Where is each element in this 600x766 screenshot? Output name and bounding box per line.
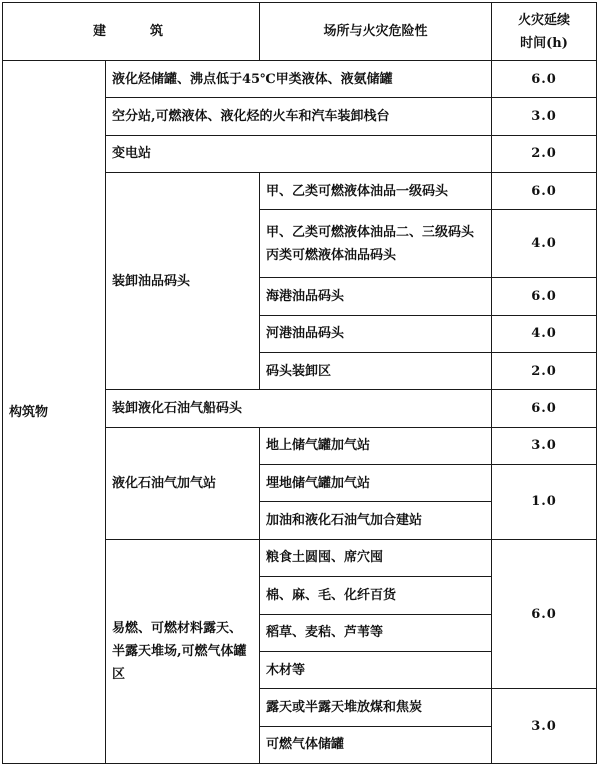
time-cell: 3.0: [492, 427, 597, 464]
time-cell: 3.0: [492, 689, 597, 764]
place-cell: 埋地储气罐加气站: [260, 465, 492, 502]
header-building: 建 筑: [3, 3, 260, 61]
place-cell: 棉、麻、毛、化纤百货: [260, 577, 492, 614]
place-cell: 露天或半露天堆放煤和焦炭: [260, 689, 492, 726]
place-cell: 木材等: [260, 651, 492, 688]
fire-duration-table-container: [2, 2, 596, 764]
time-cell: 6.0: [492, 390, 597, 427]
header-duration-line2: 时间(h): [520, 35, 568, 51]
time-cell: 6.0: [492, 539, 597, 688]
place-cell: 装卸液化石油气船码头: [106, 390, 492, 427]
place-cell: [260, 210, 492, 278]
time-cell: 2.0: [492, 135, 597, 172]
place-cell: 码头装卸区: [260, 353, 492, 390]
group-cell-lpg-station: 液化石油气加气站: [106, 427, 260, 539]
place-cell: 加油和液化石油气加合建站: [260, 502, 492, 539]
place-cell: 空分站,可燃液体、液化烃的火车和汽车装卸栈台: [106, 98, 492, 135]
time-cell: 4.0: [492, 315, 597, 352]
header-row: [3, 3, 597, 61]
table-row: [3, 61, 597, 98]
place-cell: 液化烃储罐、沸点低于45℃甲类液体、液氨储罐: [106, 61, 492, 98]
time-cell: 6.0: [492, 173, 597, 210]
place-cell: 变电站: [106, 135, 492, 172]
header-duration: [492, 3, 597, 61]
place-cell: 地上储气罐加气站: [260, 427, 492, 464]
place-cell: 粮食土圆囤、席穴囤: [260, 539, 492, 576]
place-line: 丙类可燃液体油品码头: [266, 247, 397, 263]
place-line: 甲、乙类可燃液体油品二、三级码头: [266, 224, 475, 240]
place-cell: 河港油品码头: [260, 315, 492, 352]
header-duration-line1: 火灾延续: [518, 12, 571, 28]
header-place: 场所与火灾危险性: [260, 3, 492, 61]
group-cell-wharf: 装卸油品码头: [106, 173, 260, 390]
place-cell: 海港油品码头: [260, 278, 492, 315]
fire-duration-table: [2, 2, 597, 764]
time-cell: 4.0: [492, 210, 597, 278]
category-cell: 构筑物: [3, 61, 106, 764]
time-cell: 3.0: [492, 98, 597, 135]
place-cell: 稻草、麦秸、芦苇等: [260, 614, 492, 651]
group-cell-yard: 易燃、可燃材料露天、半露天堆场,可燃气体罐区: [106, 539, 260, 763]
place-cell: 可燃气体储罐: [260, 726, 492, 763]
time-cell: 2.0: [492, 353, 597, 390]
time-cell: 6.0: [492, 61, 597, 98]
place-cell: 甲、乙类可燃液体油品一级码头: [260, 173, 492, 210]
time-cell: 6.0: [492, 278, 597, 315]
time-cell: 1.0: [492, 465, 597, 540]
